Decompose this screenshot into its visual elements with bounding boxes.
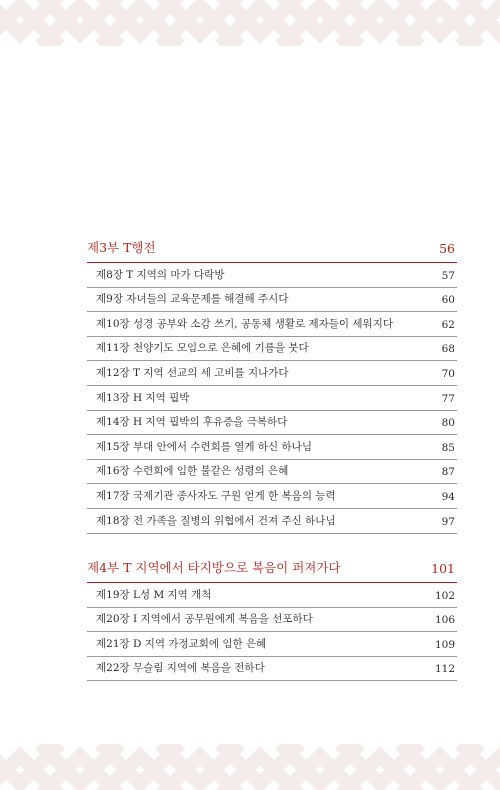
chapter-row [87, 583, 457, 608]
chapter-title: 제20장 I 지역에서 공무원에게 복음을 선포하다 [96, 613, 313, 626]
chapter-title: 제16장 수련회에 임한 불같은 성령의 은혜 [96, 465, 289, 478]
chapter-row [87, 288, 457, 313]
part-page: 101 [431, 561, 455, 576]
part-page: 56 [439, 241, 455, 256]
chapter-row [87, 460, 457, 485]
chapter-row [87, 337, 457, 362]
part-title: 제3부 T행전 [87, 240, 156, 255]
chapter-page: 102 [434, 589, 455, 602]
chapter-title: 제15장 부대 안에서 수련회를 열게 하신 하나님 [96, 440, 312, 453]
chapter-page: 62 [441, 318, 455, 331]
chapter-row [87, 632, 457, 657]
chapter-row [87, 509, 457, 534]
chapter-row [87, 435, 457, 460]
chapter-row [87, 361, 457, 386]
chapter-page: 60 [441, 294, 455, 307]
chapter-page: 80 [441, 417, 455, 430]
part-heading [87, 556, 457, 583]
chapter-title: 제12장 T 지역 선교의 세 고비를 지나가다 [96, 366, 289, 379]
chapter-row [87, 411, 457, 436]
chapter-title: 제18장 전 가족을 질병의 위협에서 건져 주신 하나님 [96, 514, 336, 527]
chapter-page: 94 [441, 490, 455, 503]
chapter-title: 제17장 국제기관 종사자도 구원 얻게 한 복음의 능력 [96, 489, 336, 502]
chapter-row [87, 608, 457, 633]
chapter-page: 112 [434, 663, 455, 676]
decorative-pattern-bottom [0, 744, 500, 790]
chapter-title: 제11장 천양기도 모임으로 은혜에 기름을 붓다 [96, 342, 309, 355]
chapter-title: 제21장 D 지역 가정교회에 임한 은혜 [96, 637, 267, 650]
chapter-title: 제14장 H 지역 핍박의 후유증을 극복하다 [96, 416, 288, 429]
toc-part-3 [87, 236, 457, 534]
chapter-row [87, 386, 457, 411]
chapter-page: 97 [441, 515, 455, 528]
chapter-title: 제8장 T 지역의 마가 다락방 [96, 268, 225, 281]
chapter-title: 제9장 자녀들의 교육문제를 해결해 주시다 [96, 293, 289, 306]
chapter-row [87, 263, 457, 288]
chapter-page: 68 [441, 343, 455, 356]
chapter-row [87, 657, 457, 682]
part-heading [87, 236, 457, 263]
chapter-page: 87 [441, 466, 455, 479]
chapter-page: 85 [441, 441, 455, 454]
chapter-title: 제13장 H 지역 핍박 [96, 391, 190, 404]
chapter-title: 제19장 L성 M 지역 개척 [96, 588, 212, 601]
chapter-row [87, 312, 457, 337]
chapter-page: 106 [434, 614, 455, 627]
decorative-pattern-top [0, 0, 500, 46]
chapter-page: 57 [441, 269, 455, 282]
chapter-page: 77 [441, 392, 455, 405]
chapter-title: 제22장 무슬림 지역에 복음을 전하다 [96, 662, 265, 675]
chapter-page: 70 [441, 367, 455, 380]
toc-part-4 [87, 556, 457, 681]
part-title: 제4부 T 지역에서 타지방으로 복음이 퍼져가다 [87, 560, 341, 575]
chapter-title: 제10장 성경 공부와 소감 쓰기, 공동체 생활로 제자들이 세워지다 [96, 317, 393, 330]
chapter-page: 109 [434, 638, 455, 651]
chapter-row [87, 484, 457, 509]
